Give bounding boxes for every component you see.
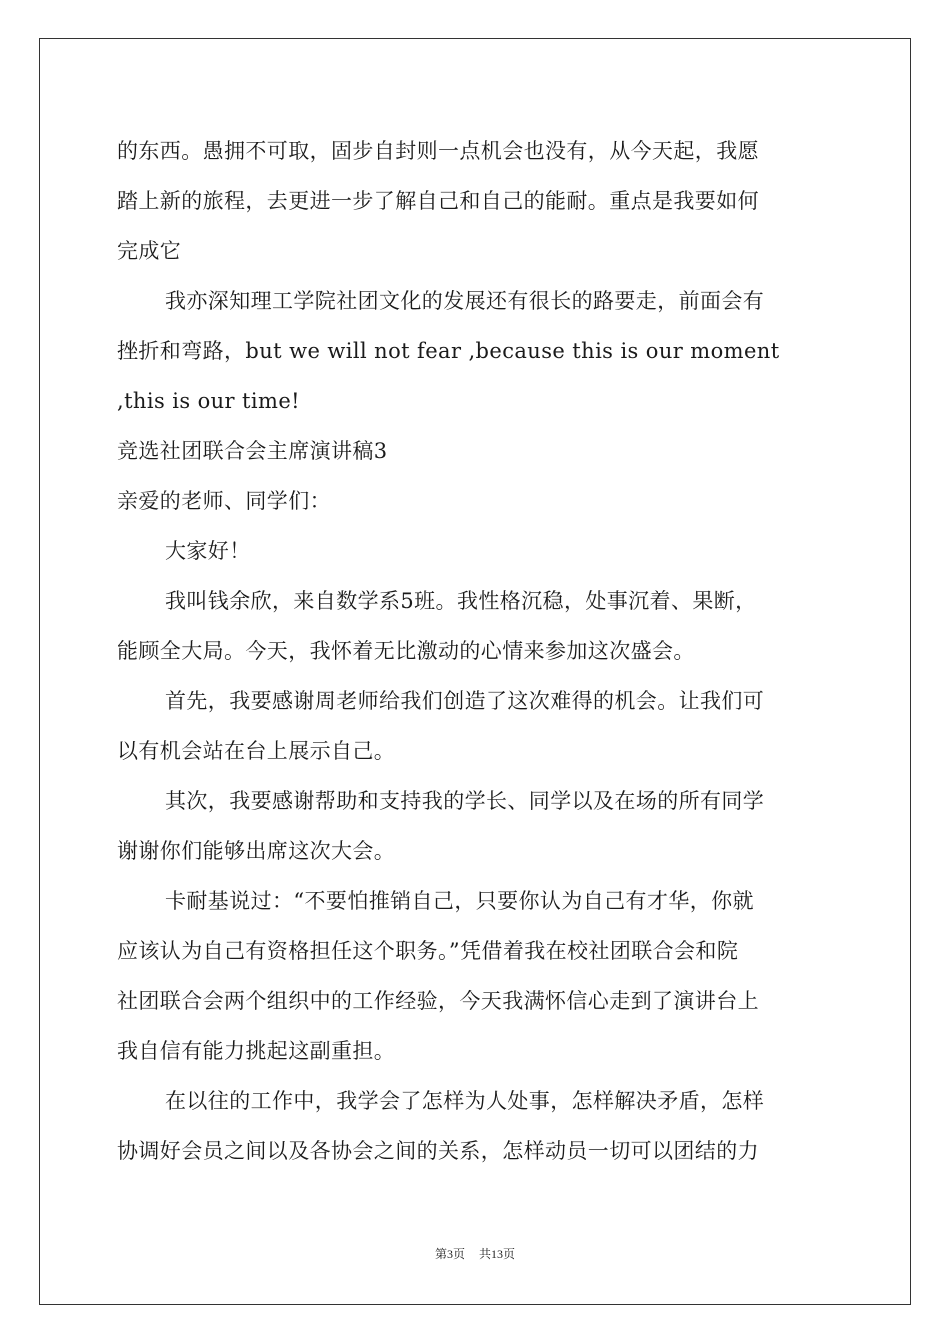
text-line-12: 首先，我要感谢周老师给我们创造了这次难得的机会。让我们可 [165,689,765,713]
text-line-11: 能顾全大局。今天，我怀着无比激动的心情来参加这次盛会。 [117,639,695,663]
current-page-number: 第3页 [434,1247,465,1261]
total-page-count: 共13页 [479,1247,516,1261]
text-line-1: 的东西。愚拥不可取，固步自封则一点机会也没有，从今天起，我愿 [117,139,759,163]
text-line-2: 踏上新的旅程，去更进一步了解自己和自己的能耐。重点是我要如何 [117,189,759,213]
document-body [117,126,837,1176]
text-line-3: 完成它 [117,239,182,263]
text-line-16: 卡耐基说过：“不要怕推销自己，只要你认为自己有才华，你就 [165,889,754,913]
text-line-5: 挫折和弯路，but we will not fear ,because this is our moment [117,339,780,363]
text-line-6: ,this is our time! [117,389,300,413]
page-footer [0,1245,950,1262]
text-line-21: 协调好会员之间以及各协会之间的关系，怎样动员一切可以团结的力 [117,1139,759,1163]
text-line-18: 社团联合会两个组织中的工作经验，今天我满怀信心走到了演讲台上 [117,989,759,1013]
greeting: 大家好！ [165,539,251,563]
text-line-17: 应该认为自己有资格担任这个职务。”凭借着我在校社团联合会和院 [117,939,739,963]
text-line-14: 其次，我要感谢帮助和支持我的学长、同学以及在场的所有同学 [165,789,765,813]
section-title: 竞选社团联合会主席演讲稿3 [117,439,388,463]
text-line-19: 我自信有能力挑起这副重担。 [117,1039,396,1063]
text-line-4: 我亦深知理工学院社团文化的发展还有很长的路要走，前面会有 [165,289,765,313]
text-line-13: 以有机会站在台上展示自己。 [117,739,396,763]
salutation: 亲爱的老师、同学们： [117,489,331,513]
text-line-15: 谢谢你们能够出席这次大会。 [117,839,396,863]
text-line-10: 我叫钱余欣，来自数学系5班。我性格沉稳，处事沉着、果断， [165,589,757,613]
text-line-20: 在以往的工作中，我学会了怎样为人处事，怎样解决矛盾，怎样 [165,1089,765,1113]
